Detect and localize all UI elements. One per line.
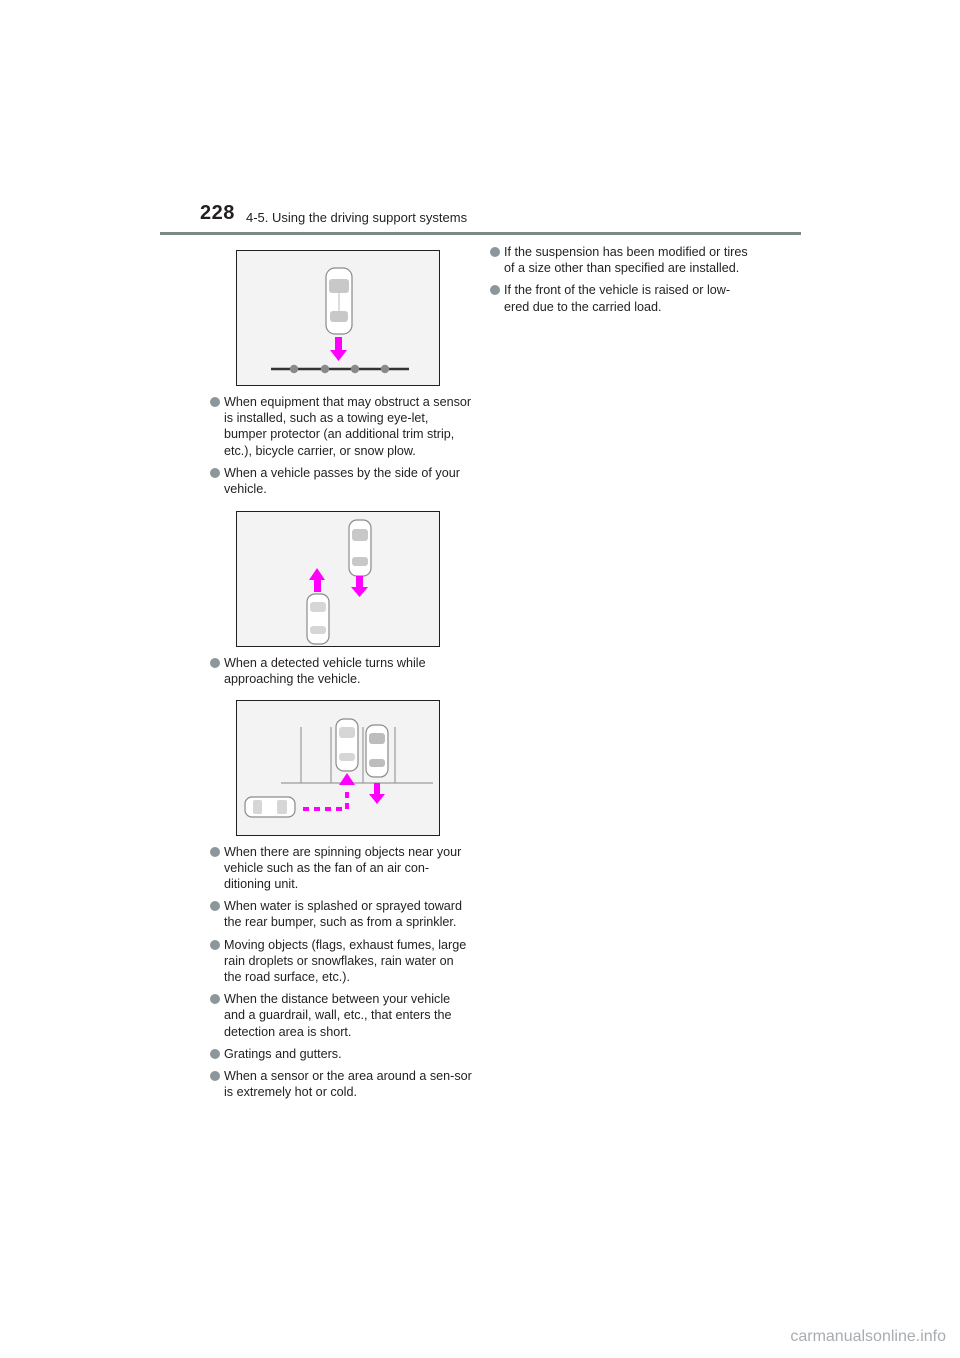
figure-vehicle-passing-side	[236, 511, 440, 647]
bullet-dot	[210, 658, 220, 668]
bullet-item: Gratings and gutters.	[210, 1046, 472, 1062]
car-icon	[349, 520, 371, 576]
left-column	[210, 250, 472, 1100]
bullet-item: When a detected vehicle turns while approaching the vehicle.	[210, 655, 472, 687]
page-number: 228	[200, 202, 235, 224]
bullet-dot	[210, 847, 220, 857]
figure-vehicle-turning	[236, 700, 440, 836]
bullet-dot	[210, 397, 220, 407]
bullet-item: When there are spinning objects near your vehicle such as the fan of an air con-ditioning unit.	[210, 844, 472, 893]
bullet-item: When a sensor or the area around a sen-sor is extremely hot or cold.	[210, 1068, 472, 1100]
bullet-item: When the distance between your vehicle and a guardrail, wall, etc., that enters the detection area is short.	[210, 991, 472, 1040]
bullet-item: When equipment that may obstruct a sensor is installed, such as a towing eye-let, bumper protector (an additional trim strip, etc.), bicycle carrier, or snow plow.	[210, 394, 472, 459]
bullet-dot	[490, 247, 500, 257]
car-icon	[307, 594, 329, 644]
car-icon	[336, 719, 358, 771]
bullet-item: Moving objects (flags, exhaust fumes, large rain droplets or snowflakes, rain water on the road surface, etc.).	[210, 937, 472, 986]
header-rule	[160, 232, 801, 235]
bullet-dot	[210, 468, 220, 478]
bullet-dot	[210, 901, 220, 911]
bullet-item: If the suspension has been modified or tires of a size other than specified are installed.	[490, 244, 752, 276]
watermark: carmanualsonline.info	[790, 1328, 946, 1345]
figure-vehicle-backing-to-barrier	[236, 250, 440, 386]
bullet-item: When a vehicle passes by the side of your vehicle.	[210, 465, 472, 497]
section-title: 4-5. Using the driving support systems	[246, 210, 468, 225]
bullet-dot	[210, 1049, 220, 1059]
illustration-vehicle-barrier	[237, 251, 440, 386]
bullet-dot	[210, 1071, 220, 1081]
car-icon	[245, 797, 295, 817]
right-column	[490, 244, 752, 315]
illustration-vehicle-turning	[237, 701, 440, 836]
bullet-dot	[210, 940, 220, 950]
bullet-dot	[490, 285, 500, 295]
bullet-dot	[210, 994, 220, 1004]
bullet-item: If the front of the vehicle is raised or low-ered due to the carried load.	[490, 282, 752, 314]
bullet-item: When water is splashed or sprayed toward the rear bumper, such as from a sprinkler.	[210, 898, 472, 930]
car-icon	[366, 725, 388, 777]
car-icon	[326, 268, 352, 334]
page-header	[0, 0, 960, 240]
illustration-vehicle-passing	[237, 512, 440, 647]
